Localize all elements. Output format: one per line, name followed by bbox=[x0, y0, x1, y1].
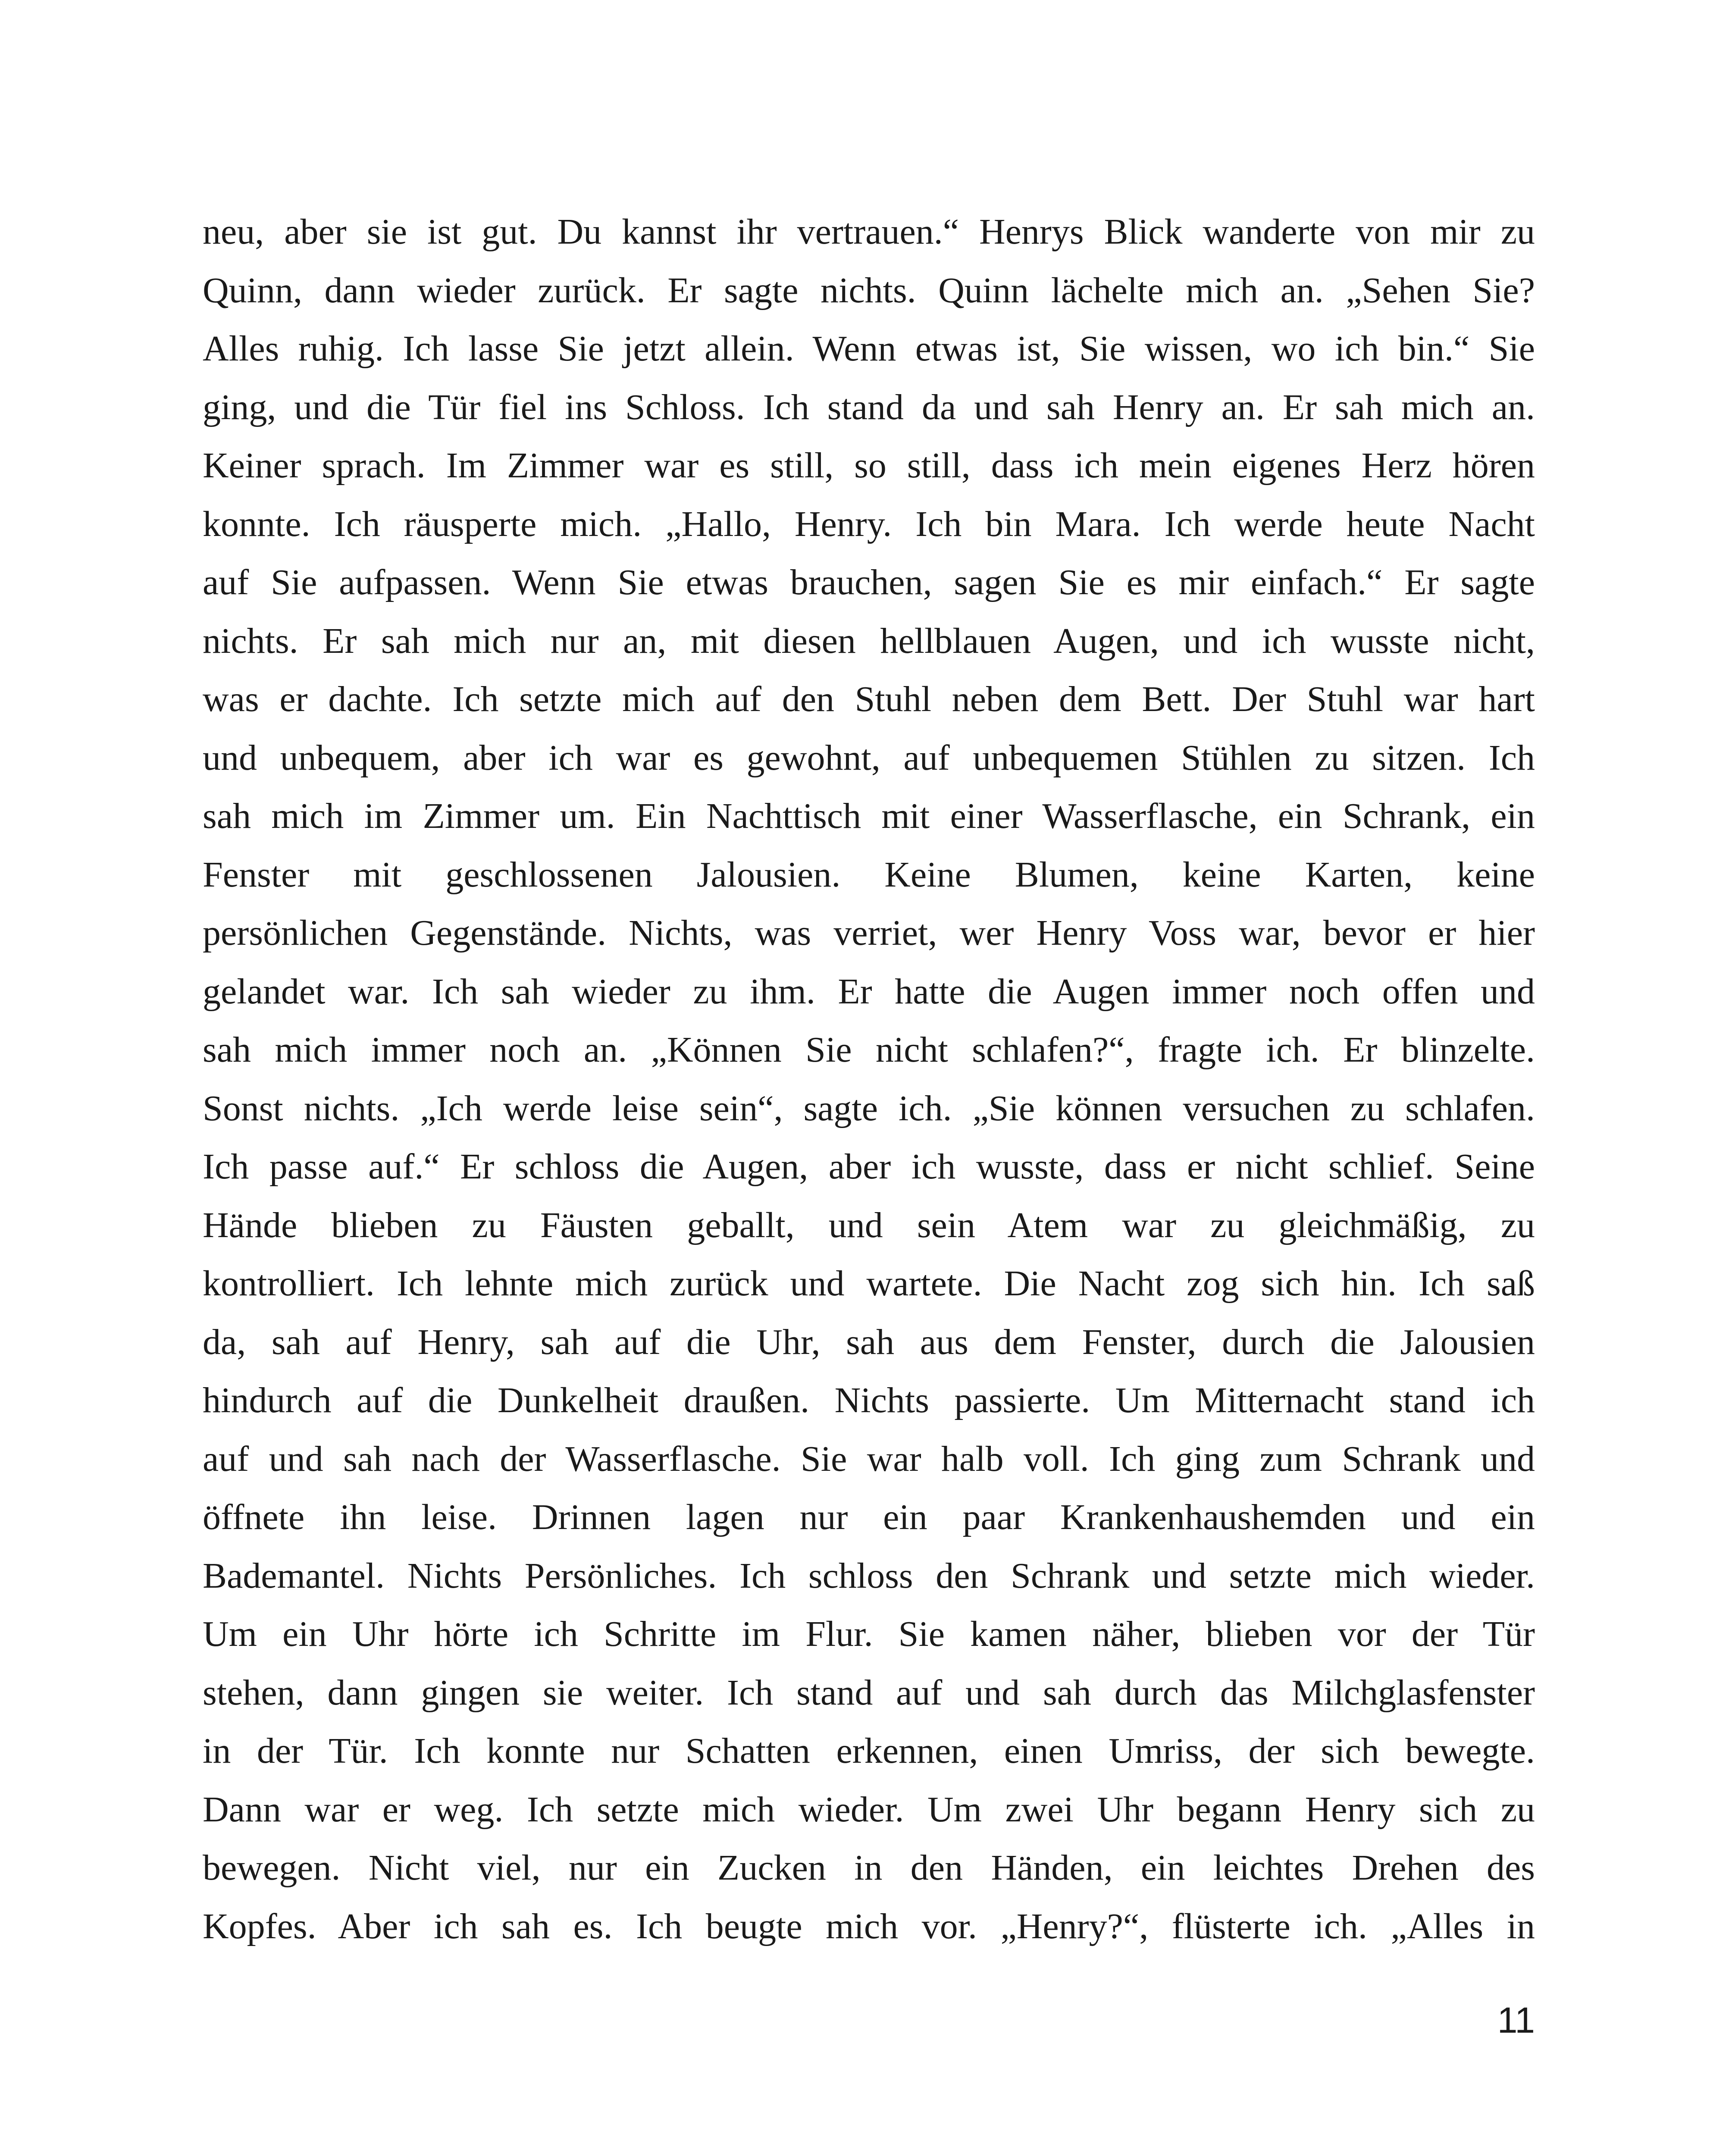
text-line: kontrolliert. Ich lehnte mich zurück und wartete. Die Nacht zog sich hin. Ich saß bbox=[203, 1263, 1535, 1304]
text-line: Dann war er weg. Ich setzte mich wieder. Um zwei Uhr begann Henry sich zu bbox=[203, 1789, 1535, 1830]
text-line: Bademantel. Nichts Persönliches. Ich schloss den Schrank und setzte mich wieder. bbox=[203, 1555, 1535, 1596]
text-line: hindurch auf die Dunkelheit draußen. Nichts passierte. Um Mitternacht stand ich bbox=[203, 1380, 1535, 1420]
text-line: Ich passe auf.“ Er schloss die Augen, aber ich wusste, dass er nicht schlief. Seine bbox=[203, 1147, 1535, 1187]
text-line: auf Sie aufpassen. Wenn Sie etwas brauchen, sagen Sie es mir einfach.“ Er sagte bbox=[203, 562, 1535, 602]
text-line: persönlichen Gegenstände. Nichts, was verriet, wer Henry Voss war, bevor er hier bbox=[203, 913, 1535, 953]
text-line: öffnete ihn leise. Drinnen lagen nur ein paar Krankenhaushemden und ein bbox=[203, 1497, 1535, 1537]
text-line: und unbequem, aber ich war es gewohnt, auf unbequemen Stühlen zu sitzen. Ich bbox=[203, 737, 1535, 778]
text-line: Alles ruhig. Ich lasse Sie jetzt allein. Wenn etwas ist, Sie wissen, wo ich bin.“ Sie bbox=[203, 329, 1535, 369]
text-line: bewegen. Nicht viel, nur ein Zucken in den Händen, ein leichtes Drehen des bbox=[203, 1848, 1535, 1888]
text-line: Hände blieben zu Fäusten geballt, und sein Atem war zu gleichmäßig, zu bbox=[203, 1205, 1535, 1245]
text-line: Fenster mit geschlossenen Jalousien. Keine Blumen, keine Karten, keine bbox=[203, 854, 1535, 895]
text-line: Keiner sprach. Im Zimmer war es still, so still, dass ich mein eigenes Herz hören bbox=[203, 445, 1535, 486]
text-line: was er dachte. Ich setzte mich auf den Stuhl neben dem Bett. Der Stuhl war hart bbox=[203, 679, 1535, 719]
text-line: sah mich immer noch an. „Können Sie nicht schlafen?“, fragte ich. Er blinzelte. bbox=[203, 1030, 1535, 1070]
text-line: neu, aber sie ist gut. Du kannst ihr vertrauen.“ Henrys Blick wanderte von mir zu bbox=[203, 212, 1535, 252]
text-line: Kopfes. Aber ich sah es. Ich beugte mich vor. „Henry?“, flüsterte ich. „Alles in bbox=[203, 1906, 1535, 1946]
text-line: sah mich im Zimmer um. Ein Nachttisch mit einer Wasserflasche, ein Schrank, ein bbox=[203, 796, 1535, 836]
text-line: stehen, dann gingen sie weiter. Ich stand auf und sah durch das Milchglasfenster bbox=[203, 1672, 1535, 1713]
text-line: Quinn, dann wieder zurück. Er sagte nichts. Quinn lächelte mich an. „Sehen Sie? bbox=[203, 270, 1535, 310]
text-line: in der Tür. Ich konnte nur Schatten erkennen, einen Umriss, der sich bewegte. bbox=[203, 1731, 1535, 1771]
body-text bbox=[203, 203, 1535, 1955]
text-line: konnte. Ich räusperte mich. „Hallo, Henry. Ich bin Mara. Ich werde heute Nacht bbox=[203, 504, 1535, 544]
text-line: da, sah auf Henry, sah auf die Uhr, sah aus dem Fenster, durch die Jalousien bbox=[203, 1322, 1535, 1362]
page-number: 11 bbox=[1497, 2000, 1535, 2040]
text-line: Sonst nichts. „Ich werde leise sein“, sagte ich. „Sie können versuchen zu schlafen. bbox=[203, 1088, 1535, 1128]
text-line: Um ein Uhr hörte ich Schritte im Flur. Sie kamen näher, blieben vor der Tür bbox=[203, 1614, 1535, 1654]
text-line: nichts. Er sah mich nur an, mit diesen hellblauen Augen, und ich wusste nicht, bbox=[203, 620, 1535, 661]
text-line: auf und sah nach der Wasserflasche. Sie war halb voll. Ich ging zum Schrank und bbox=[203, 1438, 1535, 1479]
text-line: gelandet war. Ich sah wieder zu ihm. Er hatte die Augen immer noch offen und bbox=[203, 971, 1535, 1012]
text-line: ging, und die Tür fiel ins Schloss. Ich stand da und sah Henry an. Er sah mich an. bbox=[203, 387, 1535, 427]
